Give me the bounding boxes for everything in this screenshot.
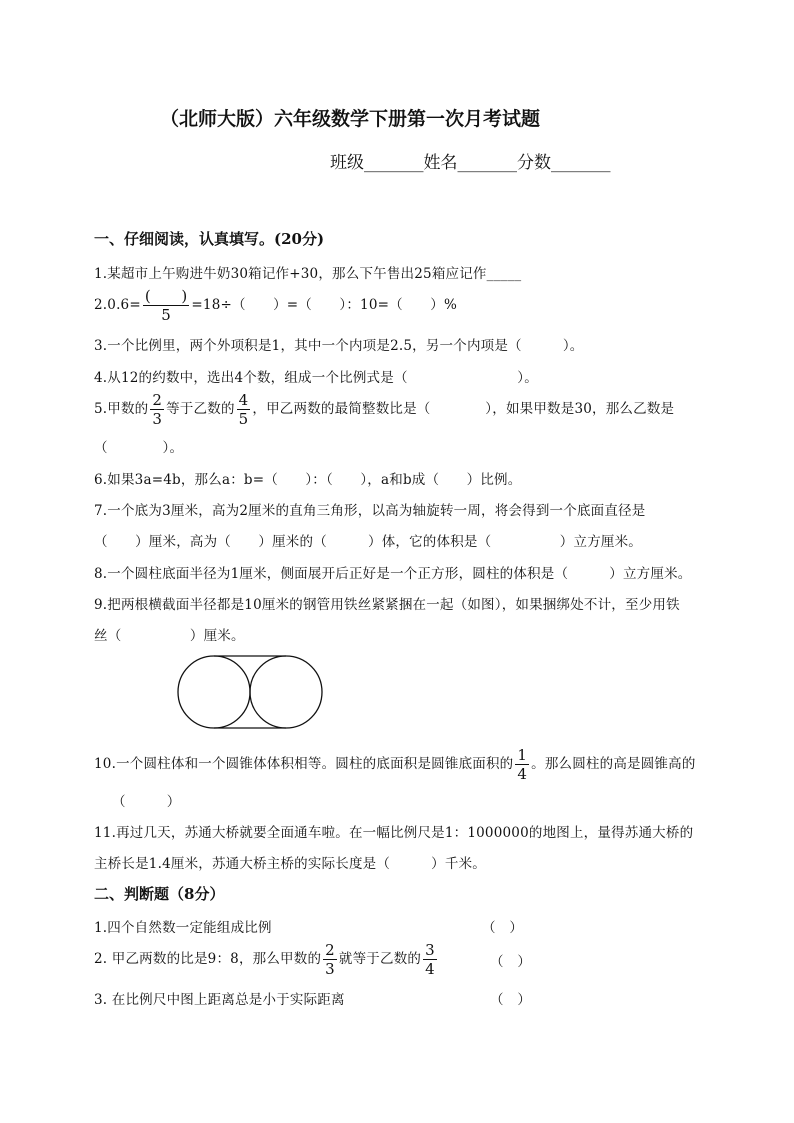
section2-heading: 二、判断题（8分） xyxy=(94,885,225,903)
judge-question-2-paren: （ ） xyxy=(490,954,532,970)
judge-q2-fraction-2-numerator: 3 xyxy=(425,941,435,959)
q2-fraction-denominator: 5 xyxy=(161,306,171,324)
question-1-9-line1: 9.把两根横截面半径都是10厘米的钢管用铁丝紧紧捆在一起（如图），如果捆绑处不计，至少用铁 xyxy=(94,597,680,613)
q2-fraction-numerator: ( ) xyxy=(144,287,188,305)
q5-fraction-1 xyxy=(150,391,164,428)
question-1-11-line1: 11.再过几天，苏通大桥就要全面通车啦。在一幅比例尺是1：1000000的地图上，量得苏通大桥的 xyxy=(94,825,694,841)
question-1-5-line2: （ ）。 xyxy=(94,440,184,456)
q5-fraction-2 xyxy=(237,391,251,428)
pipe-circle-right xyxy=(250,656,322,728)
question-1-2 xyxy=(94,287,457,324)
judge-q2-fraction-1-denominator: 3 xyxy=(325,960,335,978)
judge-question-1-paren: （ ） xyxy=(482,920,524,936)
q5-fraction-1-numerator: 2 xyxy=(152,391,163,409)
q2-fraction xyxy=(143,287,190,324)
q2-suffix: =18÷（ ）=（ ）：10=（ ）% xyxy=(191,297,457,313)
judge-q2-fraction-2-denominator: 4 xyxy=(425,960,435,978)
q10-fraction xyxy=(515,746,529,783)
q10-part-1: 10.一个圆柱体和一个圆锥体体积相等。圆柱的底面积是圆锥底面积的 xyxy=(94,756,514,772)
question-1-6: 6.如果3a=4b，那么a：b=（ ）：（ ），a和b成（ ）比例。 xyxy=(94,472,522,488)
judge-question-3-paren: （ ） xyxy=(490,992,532,1008)
q2-prefix: 2.0.6= xyxy=(94,297,141,313)
question-1-7-line1: 7.一个底为3厘米，高为2厘米的直角三角形，以高为轴旋转一周，将会得到一个底面直径是 xyxy=(94,503,646,519)
question-1-5 xyxy=(94,391,674,428)
q10-part-2: 。那么圆柱的高是圆锥高的 xyxy=(531,756,696,772)
pipe-circle-left xyxy=(178,656,250,728)
question-1-1: 1.某超市上午购进牛奶30箱记作+30，那么下午售出25箱应记作_____ xyxy=(94,266,522,282)
q10-fraction-denominator: 4 xyxy=(517,765,528,783)
judge-q2-fraction-1-numerator: 2 xyxy=(325,941,335,959)
question-1-8: 8.一个圆柱底面半径为1厘米，侧面展开后正好是一个正方形，圆柱的体积是（ ）立方厘米。 xyxy=(94,566,692,582)
judge-q2-fraction-2 xyxy=(423,941,437,978)
question-1-9-line2: 丝（ ）厘米。 xyxy=(94,628,245,644)
judge-question-2 xyxy=(94,941,439,978)
question-1-7-line2: （ ）厘米，高为（ ）厘米的（ ）体，它的体积是（ ）立方厘米。 xyxy=(94,534,642,550)
question-1-10 xyxy=(94,746,696,783)
q5-part-1: 5.甲数的 xyxy=(94,401,149,417)
q10-fraction-numerator: 1 xyxy=(517,746,528,764)
question-1-4: 4.从12的约数中，选出4个数，组成一个比例式是（ ）。 xyxy=(94,370,538,386)
question-1-3: 3.一个比例里，两个外项积是1，其中一个内项是2.5，另一个内项是（ ）。 xyxy=(94,338,584,354)
judge-q2-part-2: 就等于乙数的 xyxy=(338,951,422,967)
q5-fraction-2-denominator: 5 xyxy=(238,410,249,428)
q5-fraction-2-numerator: 4 xyxy=(238,391,249,409)
judge-q2-fraction-1 xyxy=(323,941,337,978)
question-1-10-line2: （ ） xyxy=(112,794,181,810)
judge-question-3: 3. 在比例尺中图上距离总是小于实际距离 xyxy=(94,992,345,1008)
judge-q2-part-1: 2. 甲乙两数的比是9：8，那么甲数的 xyxy=(94,951,322,967)
judge-question-1: 1.四个自然数一定能组成比例 xyxy=(94,920,272,936)
q5-part-3: ，甲乙两数的最简整数比是（ ），如果甲数是30，那么乙数是 xyxy=(252,401,675,417)
student-info-line: 班级_______姓名_______分数_______ xyxy=(330,153,611,173)
section1-heading: 一、仔细阅读，认真填写。(20分) xyxy=(94,230,325,248)
q5-part-2: 等于乙数的 xyxy=(166,401,235,417)
page-title: （北师大版）六年级数学下册第一次月考试题 xyxy=(160,108,541,130)
q5-fraction-1-denominator: 3 xyxy=(152,410,163,428)
two-pipes-figure xyxy=(172,650,328,734)
question-1-11-line2: 主桥长是1.4厘米，苏通大桥主桥的实际长度是（ ）千米。 xyxy=(94,856,486,872)
